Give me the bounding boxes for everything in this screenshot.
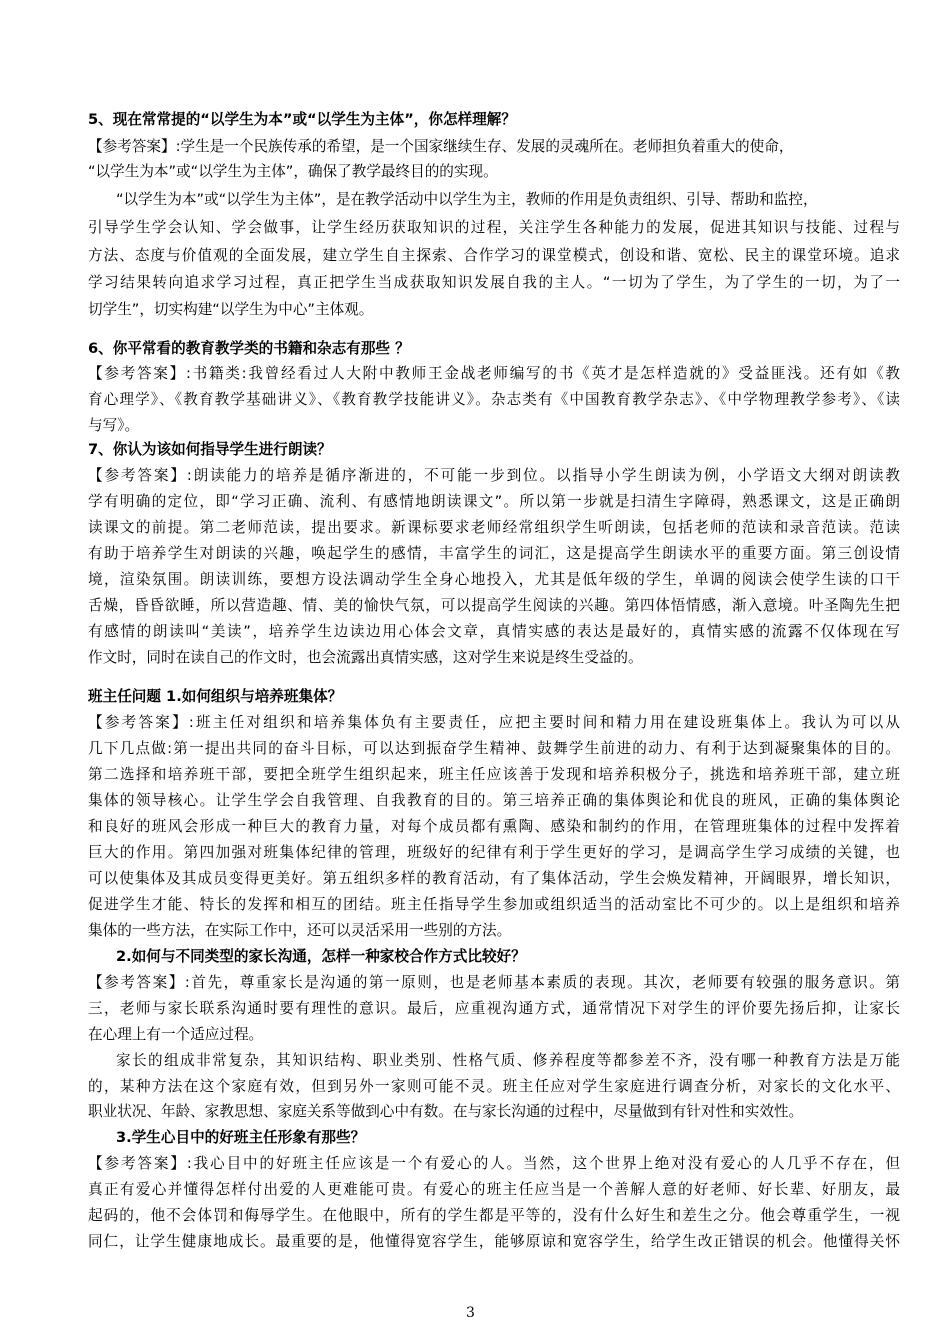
text-line: 育心理学》、《教育教学基础讲义》、《教育教学技能讲义》。杂志类有《中国教育教学杂志》、《中学物理教学参考》、《读 — [88, 391, 900, 408]
text-line: 【参考答案】:学生是一个民族传承的希望，是一个国家继续生存、发展的灵魂所在。老师担负着重大的使命， — [88, 138, 794, 155]
text-line: 巨大的作用。第四加强对班集体纪律的管理，班级好的纪律有利于学生更好的学习，是调高学生学习成绩的关键，也 — [88, 844, 900, 861]
text-line: 第二选择和培养班干部，要把全班学生组织起来，班主任应该善于发现和培养积极分子，挑选和培养班干部，建立班 — [88, 766, 900, 783]
text-line: 和良好的班风会形成一种巨大的教育力量，对每个成员都有熏陶、感染和制约的作用，在管理班集体的过程中发挥着 — [88, 818, 900, 835]
text-line: 促进学生才能、特长的发挥和相互的团结。班主任指导学生参加或组织适当的活动室比不可少的。以上是组织和培养 — [88, 896, 900, 913]
question-heading: 2.如何与不同类型的家长沟通，怎样一种家校合作方式比较好？ — [116, 948, 526, 965]
text-line: “以学生为本”或“以学生为主体”，是在教学活动中以学生为主，教师的作用是负责组织、引导、帮助和监控， — [116, 191, 818, 208]
text-line: 职业状况、年龄、家教思想、家庭关系等做到心中有数。在与家长沟通的过程中，尽量做到有针对性和实效性。 — [88, 1103, 804, 1120]
text-line: 引导学生学会认知、学会做事，让学生经历获取知识的过程，关注学生各种能力的发展，促进其知识与技能、过程与 — [88, 219, 900, 236]
text-line: 的，某种方法在这个家庭有效，但到另外一家则可能不灵。班主任应对学生家庭进行调查分析，对家长的文化水平、 — [88, 1078, 900, 1095]
question-heading: 7、你认为该如何指导学生进行朗读？ — [88, 441, 332, 458]
text-line: 【参考答案】:班主任对组织和培养集体负有主要责任，应把主要时间和精力用在建设班集体上。我认为可以从 — [88, 714, 900, 731]
text-line: 学习结果转向追求学习过程，真正把学生当成获取知识发展自我的主人。“一切为了学生，为了学生的一切，为了一 — [88, 274, 900, 291]
text-line: 【参考答案】:朗读能力的培养是循序渐进的，不可能一步到位。以指导小学生朗读为例，小学语文大纲对朗读教 — [88, 467, 900, 484]
question-heading: 5、现在常常提的“以学生为本”或“以学生为主体”，你怎样理解？ — [88, 111, 516, 128]
question-heading: 6、你平常看的教育教学类的书籍和杂志有那些 ？ — [88, 340, 410, 357]
text-line: 作文时，同时在读自己的作文时，也会流露出真情实感，这对学生来说是终生受益的。 — [88, 649, 643, 666]
page-number: 3 — [466, 1305, 475, 1321]
text-line: 【参考答案】:我心目中的好班主任应该是一个有爱心的人。当然，这个世界上绝对没有爱心的人几乎不存在，但 — [88, 1155, 900, 1172]
text-line: “以学生为本”或“以学生为主体”，确保了教学最终目的的实现。 — [88, 163, 498, 180]
text-line: 方法、态度与价值观的全面发展，建立学生自主探索、合作学习的课堂模式，创设和谐、宽松、民主的课堂环境。追求 — [88, 247, 900, 264]
text-line: 起码的，他不会体罚和侮辱学生。在他眼中，所有的学生都是平等的，没有什么好生和差生之分。他会尊重学生，一视 — [88, 1207, 900, 1224]
text-line: 集体的一些方法，在实际工作中，还可以灵活采用一些别的方法。 — [88, 922, 512, 939]
text-line: 【参考答案】:书籍类:我曾经看过人大附中教师王金战老师编写的书《英才是怎样造就的》受益匪浅。还有如《教 — [88, 365, 900, 382]
text-line: 真正有爱心并懂得怎样付出爱的人更难能可贵。有爱心的班主任应当是一个善解人意的好老师、好长辈、好朋友，最 — [88, 1181, 900, 1198]
text-line: 几下几点做:第一提出共同的奋斗目标，可以达到振奋学生精神、鼓舞学生前进的动力、有利于达到凝聚集体的目的。 — [88, 740, 900, 757]
question-heading: 班主任问题 1.如何组织与培养班集体？ — [88, 688, 343, 705]
text-line: 舌燥，昏昏欲睡，所以营造趣、情、美的愉快气氛，可以提高学生阅读的兴趣。第四体悟情感，渐入意境。叶圣陶先生把 — [88, 597, 900, 614]
text-line: 有感情的朗读叫“美读”，培养学生边读边用心体会文章，真情实感的表达是最好的，真情实感的流露不仅体现在写 — [88, 623, 900, 640]
text-line: 有助于培养学生对朗读的兴趣，唤起学生的感情，丰富学生的词汇，这是提高学生朗读水平的重要方面。第三创设情 — [88, 545, 900, 562]
text-line: 家长的组成非常复杂，其知识结构、职业类别、性格气质、修养程度等都参差不齐，没有哪一种教育方法是万能 — [116, 1052, 900, 1069]
text-line: 与写》。 — [88, 417, 140, 434]
text-line: 读课文的前提。第二老师范读，提出要求。新课标要求老师经常组织学生听朗读，包括老师的范读和录音范读。范读 — [88, 519, 900, 536]
text-line: 【参考答案】:首先，尊重家长是沟通的第一原则，也是老师基本素质的表现。其次，老师要有较强的服务意识。第 — [88, 974, 900, 991]
text-line: 在心理上有一个适应过程。 — [88, 1026, 264, 1043]
question-heading: 3.学生心目中的好班主任形象有那些？ — [116, 1129, 366, 1146]
text-line: 同仁，让学生健康地成长。最重要的是，他懂得宽容学生，能够原谅和宽容学生，给学生改正错误的机会。他懂得关怀 — [88, 1233, 900, 1250]
text-line: 学有明确的定位，即“学习正确、流利、有感情地朗读课文”。所以第一步就是扫清生字障碍，熟悉课文，这是正确朗 — [88, 493, 900, 510]
text-line: 切学生”，切实构建“以学生为中心”主体观。 — [88, 301, 374, 318]
text-line: 可以使集体及其成员变得更美好。第五组织多样的教育活动，有了集体活动，学生会焕发精神，开阔眼界，增长知识， — [88, 870, 900, 887]
text-line: 境，渲染氛围。朗读训练，要想方设法调动学生全身心地投入，尤其是低年级的学生，单调的阅读会使学生读的口干 — [88, 571, 900, 588]
text-line: 三，老师与家长联系沟通时要有理性的意识。最后，应重视沟通方式，通常情况下对学生的评价要先扬后抑，让家长 — [88, 1000, 900, 1017]
text-line: 集体的领导核心。让学生学会自我管理、自我教育的目的。第三培养正确的集体舆论和优良的班风，正确的集体舆论 — [88, 792, 900, 809]
